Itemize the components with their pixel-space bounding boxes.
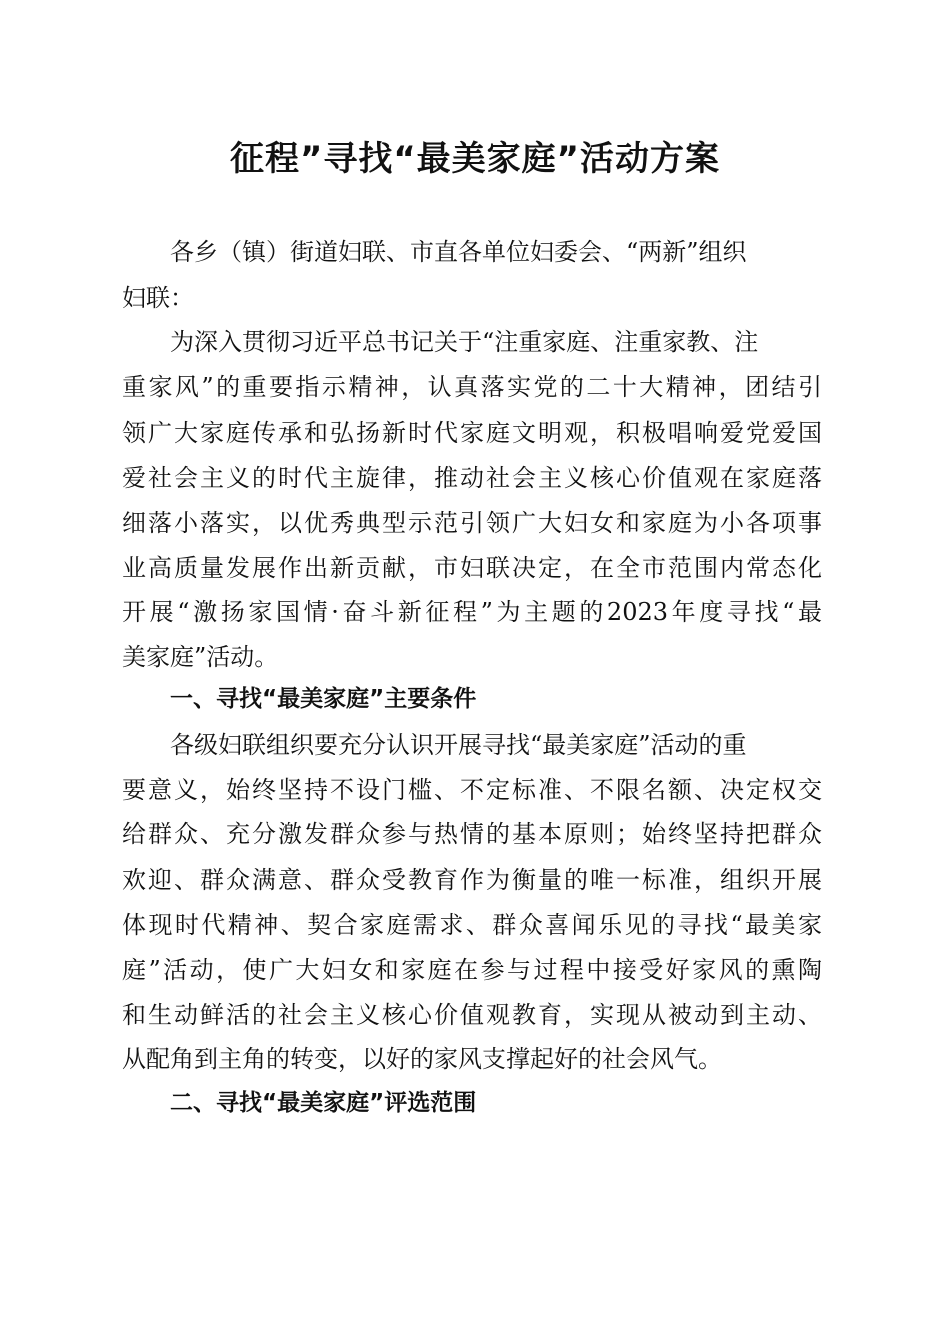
paragraph-line xyxy=(0,635,950,679)
paragraph-line xyxy=(0,1037,950,1081)
section-heading xyxy=(0,1081,950,1125)
paragraph-line xyxy=(0,768,950,812)
intro-line: 开展“激扬家国情·奋斗新征程”为主题的2023年度寻找“最 xyxy=(122,598,822,626)
intro-line: 重家风”的重要指示精神，认真落实党的二十大精神，团结引 xyxy=(122,373,822,401)
paragraph-line xyxy=(0,993,950,1037)
salutation-text: 妇联： xyxy=(122,284,194,312)
paragraph-line xyxy=(0,411,950,455)
section1-line: 欢迎、群众满意、群众受教育作为衡量的唯一标准，组织开展 xyxy=(122,866,822,894)
section1-line: 要意义，始终坚持不设门槛、不定标准、不限名额、决定权交 xyxy=(122,776,822,804)
section1-line: 庭”活动，使广大妇女和家庭在参与过程中接受好家风的熏陶 xyxy=(122,956,822,984)
intro-line: 为深入贯彻习近平总书记关于“注重家庭、注重家教、注 xyxy=(170,328,759,356)
paragraph-line xyxy=(0,456,950,500)
section-heading xyxy=(0,677,950,721)
paragraph-line xyxy=(0,812,950,856)
section1-heading: 一、寻找“最美家庭”主要条件 xyxy=(170,686,477,712)
salutation-text: 各乡（镇）街道妇联、市直各单位妇委会、“两新”组织 xyxy=(170,238,747,266)
paragraph-line xyxy=(0,365,950,409)
section1-line: 各级妇联组织要充分认识开展寻找“最美家庭”活动的重 xyxy=(170,731,747,759)
document-title: 征程”寻找“最美家庭”活动方案 xyxy=(229,139,721,179)
paragraph-line xyxy=(0,858,950,902)
intro-line: 美家庭”活动。 xyxy=(122,643,279,671)
section1-line: 给群众、充分激发群众参与热情的基本原则；始终坚持把群众 xyxy=(122,820,822,848)
intro-line: 领广大家庭传承和弘扬新时代家庭文明观，积极唱响爱党爱国 xyxy=(122,419,822,447)
paragraph-line xyxy=(0,723,950,767)
paragraph-line xyxy=(0,501,950,545)
paragraph-line xyxy=(0,320,950,364)
section1-line: 体现时代精神、契合家庭需求、群众喜闻乐见的寻找“最美家 xyxy=(122,911,822,939)
intro-line: 爱社会主义的时代主旋律，推动社会主义核心价值观在家庭落 xyxy=(122,464,822,492)
salutation-line xyxy=(0,230,950,274)
paragraph-line xyxy=(0,948,950,992)
section1-line: 从配角到主角的转变，以好的家风支撑起好的社会风气。 xyxy=(122,1045,722,1073)
intro-line: 细落小落实，以优秀典型示范引领广大妇女和家庭为小各项事 xyxy=(122,509,822,537)
intro-line: 业高质量发展作出新贡献，市妇联决定，在全市范围内常态化 xyxy=(122,554,822,582)
salutation-line xyxy=(0,276,950,320)
paragraph-line xyxy=(0,546,950,590)
paragraph-line xyxy=(0,590,950,634)
section2-heading: 二、寻找“最美家庭”评选范围 xyxy=(170,1090,477,1116)
paragraph-line xyxy=(0,903,950,947)
section1-line: 和生动鲜活的社会主义核心价值观教育，实现从被动到主动、 xyxy=(122,1001,822,1029)
